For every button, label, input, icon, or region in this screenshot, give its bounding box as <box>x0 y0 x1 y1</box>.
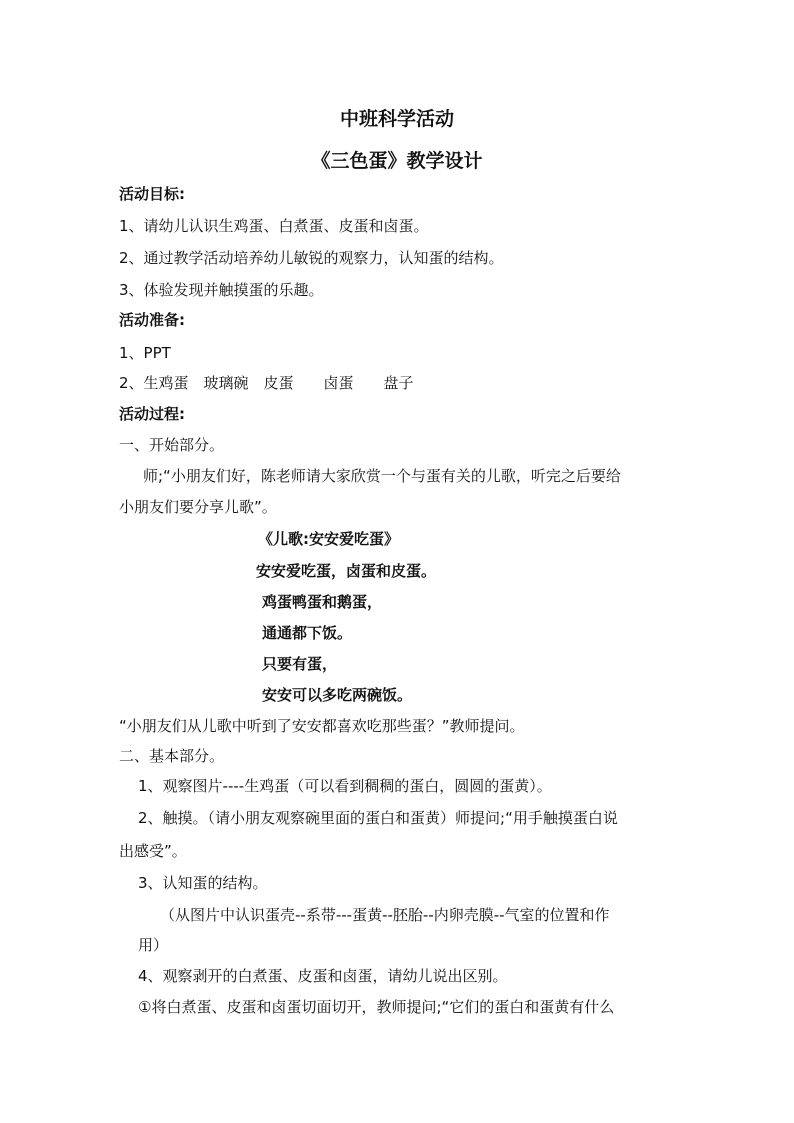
poem-line: 安安爱吃蛋，卤蛋和皮蛋。 <box>256 562 437 580</box>
poem-line: 鸡蛋鸭蛋和鹅蛋， <box>262 593 383 611</box>
goal-item: 1、请幼儿认识生鸡蛋、白煮蛋、皮蛋和卤蛋。 <box>119 217 429 235</box>
poem-line: 通通都下饭。 <box>262 624 353 642</box>
doc-subtitle: 《三色蛋》教学设计 <box>311 150 483 172</box>
doc-title: 中班科学活动 <box>339 108 454 130</box>
part1-text: 师;“小朋友们好，陈老师请大家欣赏一个与蛋有关的儿歌，听完之后要给 <box>143 467 621 485</box>
poem-title: 《儿歌:安安爱吃蛋》 <box>258 530 399 548</box>
goals-heading: 活动目标: <box>119 185 185 203</box>
goal-item: 3、体验发现并触摸蛋的乐趣。 <box>119 281 324 299</box>
poem-line: 安安可以多吃两碗饭。 <box>262 686 413 704</box>
step-4: 4、观察剥开的白煮蛋、皮蛋和卤蛋，请幼儿说出区别。 <box>138 967 508 985</box>
part1-heading: 一、开始部分。 <box>119 436 225 454</box>
step-2: 2、触摸。（请小朋友观察碗里面的蛋白和蛋黄）师提问;“用手触摸蛋白说 <box>138 809 618 827</box>
teacher-question: “小朋友们从儿歌中听到了安安都喜欢吃那些蛋？”教师提问。 <box>119 717 525 735</box>
prep-item: 2、生鸡蛋 玻璃碗 皮蛋 卤蛋 盘子 <box>119 374 414 392</box>
step-3-detail: （从图片中认识蛋壳--系带---蛋黄--胚胎--内卵壳膜--气室的位置和作 <box>160 906 610 924</box>
step-2-cont: 出感受”。 <box>119 842 187 860</box>
step-3-detail-cont: 用） <box>138 936 169 954</box>
step-1: 1、观察图片----生鸡蛋（可以看到稠稠的蛋白，圆圆的蛋黄）。 <box>138 777 552 795</box>
step-4-sub-1: ①将白煮蛋、皮蛋和卤蛋切面切开，教师提问;“它们的蛋白和蛋黄有什么 <box>138 998 615 1016</box>
part1-text-cont: 小朋友们要分享儿歌”。 <box>119 498 277 516</box>
goal-item: 2、通过教学活动培养幼儿敏锐的观察力，认知蛋的结构。 <box>119 249 504 267</box>
prep-heading: 活动准备: <box>119 311 185 329</box>
process-heading: 活动过程: <box>119 405 185 423</box>
prep-item: 1、PPT <box>119 344 171 362</box>
poem-line: 只要有蛋， <box>262 655 338 673</box>
step-3: 3、认知蛋的结构。 <box>138 874 268 892</box>
part2-heading: 二、基本部分。 <box>119 747 225 765</box>
